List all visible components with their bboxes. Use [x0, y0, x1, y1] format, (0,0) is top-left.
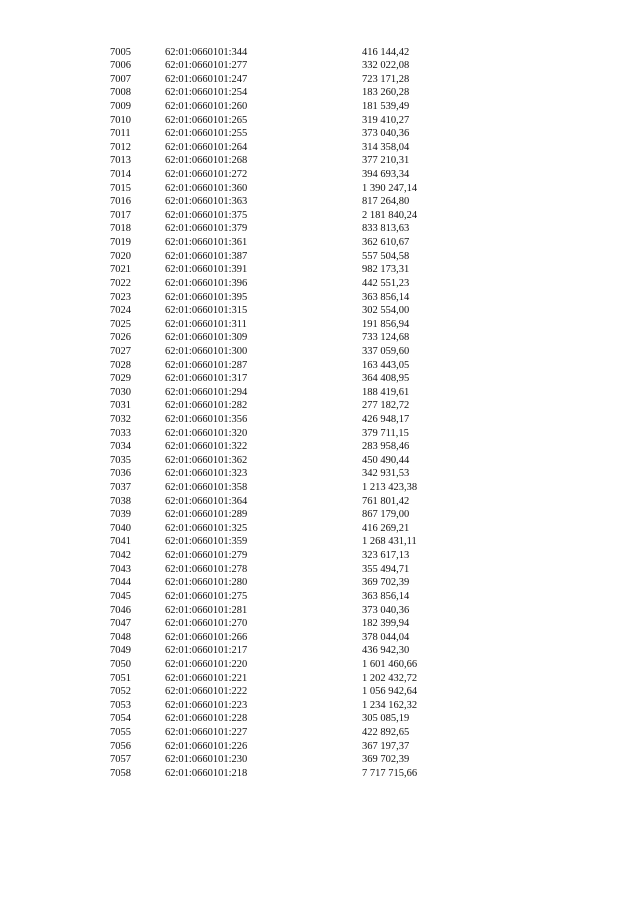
row-number-cell: 7007 — [110, 73, 131, 85]
cadastral-number-cell: 62:01:0660101:320 — [165, 427, 248, 439]
row-number-cell: 7037 — [110, 482, 131, 494]
table-row — [0, 672, 640, 686]
cadastral-number-cell: 62:01:0660101:227 — [165, 727, 248, 739]
row-number-cell: 7011 — [110, 128, 131, 140]
cadastral-number-cell: 62:01:0660101:344 — [165, 46, 248, 58]
cadastral-value-cell: 363 856,14 — [362, 590, 410, 602]
row-number-cell: 7009 — [110, 100, 131, 112]
cadastral-number-cell: 62:01:0660101:360 — [165, 182, 248, 194]
cadastral-value-cell: 182 399,94 — [362, 618, 410, 630]
table-row — [0, 168, 640, 182]
table-row — [0, 522, 640, 536]
cadastral-value-cell: 416 144,42 — [362, 46, 410, 58]
cadastral-value-cell: 373 040,36 — [362, 128, 410, 140]
cadastral-value-cell: 833 813,63 — [362, 223, 410, 235]
cadastral-number-cell: 62:01:0660101:222 — [165, 686, 248, 698]
cadastral-number-cell: 62:01:0660101:281 — [165, 604, 248, 616]
cadastral-value-cell: 817 264,80 — [362, 196, 410, 208]
cadastral-value-cell: 302 554,00 — [362, 305, 410, 317]
table-row — [0, 604, 640, 618]
cadastral-number-cell: 62:01:0660101:364 — [165, 495, 248, 507]
table-row — [0, 767, 640, 781]
table-row — [0, 618, 640, 632]
cadastral-number-cell: 62:01:0660101:396 — [165, 277, 248, 289]
table-row — [0, 318, 640, 332]
table-row — [0, 332, 640, 346]
table-row — [0, 577, 640, 591]
cadastral-number-cell: 62:01:0660101:363 — [165, 196, 248, 208]
cadastral-number-cell: 62:01:0660101:228 — [165, 713, 248, 725]
cadastral-value-cell: 1 213 423,38 — [362, 482, 418, 494]
cadastral-value-cell: 364 408,95 — [362, 373, 410, 385]
cadastral-number-cell: 62:01:0660101:300 — [165, 345, 248, 357]
cadastral-number-cell: 62:01:0660101:311 — [165, 318, 247, 330]
cadastral-value-cell: 378 044,04 — [362, 631, 410, 643]
row-number-cell: 7029 — [110, 373, 131, 385]
table-row — [0, 60, 640, 74]
cadastral-number-cell: 62:01:0660101:294 — [165, 386, 248, 398]
cadastral-value-cell: 188 419,61 — [362, 386, 410, 398]
row-number-cell: 7018 — [110, 223, 131, 235]
cadastral-number-cell: 62:01:0660101:260 — [165, 100, 248, 112]
cadastral-value-cell: 181 539,49 — [362, 100, 410, 112]
row-number-cell: 7052 — [110, 686, 131, 698]
table-row — [0, 413, 640, 427]
row-number-cell: 7051 — [110, 672, 131, 684]
table-row — [0, 699, 640, 713]
cadastral-value-cell: 761 801,42 — [362, 495, 410, 507]
cadastral-value-cell: 323 617,13 — [362, 550, 410, 562]
cadastral-value-cell: 422 892,65 — [362, 727, 410, 739]
row-number-cell: 7013 — [110, 155, 131, 167]
row-number-cell: 7006 — [110, 60, 131, 72]
row-number-cell: 7025 — [110, 318, 131, 330]
cadastral-value-cell: 369 702,39 — [362, 577, 410, 589]
cadastral-number-cell: 62:01:0660101:359 — [165, 536, 248, 548]
cadastral-number-cell: 62:01:0660101:362 — [165, 454, 248, 466]
row-number-cell: 7041 — [110, 536, 131, 548]
cadastral-number-cell: 62:01:0660101:379 — [165, 223, 248, 235]
table-row — [0, 345, 640, 359]
row-number-cell: 7022 — [110, 277, 131, 289]
table-row — [0, 73, 640, 87]
cadastral-number-cell: 62:01:0660101:275 — [165, 590, 248, 602]
row-number-cell: 7040 — [110, 522, 131, 534]
cadastral-number-cell: 62:01:0660101:325 — [165, 522, 248, 534]
cadastral-number-cell: 62:01:0660101:264 — [165, 141, 248, 153]
table-row — [0, 754, 640, 768]
cadastral-number-cell: 62:01:0660101:218 — [165, 767, 248, 779]
cadastral-value-cell: 183 260,28 — [362, 87, 410, 99]
cadastral-value-cell: 377 210,31 — [362, 155, 410, 167]
row-number-cell: 7020 — [110, 250, 131, 262]
table-row — [0, 454, 640, 468]
row-number-cell: 7008 — [110, 87, 131, 99]
table-row — [0, 427, 640, 441]
cadastral-number-cell: 62:01:0660101:280 — [165, 577, 248, 589]
cadastral-value-cell: 723 171,28 — [362, 73, 410, 85]
cadastral-value-cell: 362 610,67 — [362, 237, 410, 249]
table-row — [0, 550, 640, 564]
cadastral-value-cell: 982 173,31 — [362, 264, 410, 276]
row-number-cell: 7023 — [110, 291, 131, 303]
cadastral-number-cell: 62:01:0660101:247 — [165, 73, 248, 85]
table-row — [0, 509, 640, 523]
cadastral-value-cell: 283 958,46 — [362, 441, 410, 453]
row-number-cell: 7030 — [110, 386, 131, 398]
table-row — [0, 373, 640, 387]
row-number-cell: 7055 — [110, 727, 131, 739]
row-number-cell: 7048 — [110, 631, 131, 643]
row-number-cell: 7017 — [110, 209, 131, 221]
cadastral-number-cell: 62:01:0660101:279 — [165, 550, 248, 562]
cadastral-number-cell: 62:01:0660101:221 — [165, 672, 248, 684]
cadastral-number-cell: 62:01:0660101:217 — [165, 645, 248, 657]
table-row — [0, 223, 640, 237]
table-row — [0, 46, 640, 60]
cadastral-value-cell: 379 711,15 — [362, 427, 409, 439]
table-row — [0, 645, 640, 659]
cadastral-value-cell: 1 601 460,66 — [362, 658, 418, 670]
cadastral-value-cell: 450 490,44 — [362, 454, 410, 466]
cadastral-value-cell: 305 085,19 — [362, 713, 410, 725]
cadastral-number-cell: 62:01:0660101:277 — [165, 60, 248, 72]
row-number-cell: 7036 — [110, 468, 131, 480]
cadastral-value-cell: 319 410,27 — [362, 114, 410, 126]
cadastral-value-cell: 332 022,08 — [362, 60, 410, 72]
table-row — [0, 590, 640, 604]
row-number-cell: 7024 — [110, 305, 131, 317]
table-row — [0, 726, 640, 740]
row-number-cell: 7050 — [110, 658, 131, 670]
table-row — [0, 495, 640, 509]
cadastral-number-cell: 62:01:0660101:265 — [165, 114, 248, 126]
row-number-cell: 7054 — [110, 713, 131, 725]
cadastral-value-cell: 1 390 247,14 — [362, 182, 418, 194]
cadastral-value-cell: 426 948,17 — [362, 414, 410, 425]
cadastral-number-cell: 62:01:0660101:323 — [165, 468, 248, 480]
row-number-cell: 7044 — [110, 577, 131, 589]
table-row — [0, 563, 640, 577]
row-number-cell: 7038 — [110, 495, 131, 507]
cadastral-value-cell: 1 056 942,64 — [362, 686, 418, 698]
cadastral-number-cell: 62:01:0660101:287 — [165, 359, 248, 371]
cadastral-value-cell: 1 234 162,32 — [362, 699, 418, 711]
table-row — [0, 264, 640, 278]
cadastral-value-cell: 394 693,34 — [362, 169, 410, 181]
table-row — [0, 277, 640, 291]
row-number-cell: 7026 — [110, 332, 131, 344]
table-row — [0, 468, 640, 482]
cadastral-number-cell: 62:01:0660101:266 — [165, 631, 248, 643]
table-row — [0, 291, 640, 305]
row-number-cell: 7053 — [110, 699, 131, 711]
cadastral-number-cell: 62:01:0660101:289 — [165, 509, 248, 521]
row-number-cell: 7028 — [110, 359, 131, 371]
row-number-cell: 7045 — [110, 590, 131, 602]
table-row — [0, 182, 640, 196]
cadastral-number-cell: 62:01:0660101:220 — [165, 658, 248, 670]
table-row — [0, 250, 640, 264]
cadastral-number-cell: 62:01:0660101:317 — [165, 373, 248, 385]
cadastral-value-cell: 337 059,60 — [362, 345, 410, 357]
row-number-cell: 7012 — [110, 141, 131, 153]
table-row — [0, 482, 640, 496]
table-row — [0, 155, 640, 169]
table-row — [0, 359, 640, 373]
table-row — [0, 740, 640, 754]
cadastral-value-cell: 416 269,21 — [362, 522, 410, 534]
cadastral-number-cell: 62:01:0660101:270 — [165, 618, 248, 630]
row-number-cell: 7019 — [110, 237, 131, 249]
cadastral-value-cell: 1 268 431,11 — [362, 536, 417, 548]
row-number-cell: 7057 — [110, 754, 131, 766]
cadastral-value-cell: 7 717 715,66 — [362, 767, 418, 779]
cadastral-value-cell: 557 504,58 — [362, 250, 410, 262]
row-number-cell: 7047 — [110, 618, 131, 630]
row-number-cell: 7016 — [110, 196, 131, 208]
cadastral-number-cell: 62:01:0660101:356 — [165, 414, 248, 425]
cadastral-number-cell: 62:01:0660101:278 — [165, 563, 248, 575]
cadastral-number-cell: 62:01:0660101:309 — [165, 332, 248, 344]
table-row — [0, 400, 640, 414]
cadastral-number-cell: 62:01:0660101:255 — [165, 128, 248, 140]
cadastral-number-cell: 62:01:0660101:282 — [165, 400, 248, 412]
cadastral-number-cell: 62:01:0660101:230 — [165, 754, 248, 766]
row-number-cell: 7021 — [110, 264, 131, 276]
row-number-cell: 7039 — [110, 509, 131, 521]
cadastral-value-cell: 442 551,23 — [362, 277, 410, 289]
cadastral-value-table — [0, 46, 640, 781]
cadastral-number-cell: 62:01:0660101:315 — [165, 305, 248, 317]
cadastral-value-cell: 373 040,36 — [362, 604, 410, 616]
table-row — [0, 305, 640, 319]
cadastral-value-cell: 277 182,72 — [362, 400, 410, 412]
row-number-cell: 7005 — [110, 46, 131, 58]
table-body — [0, 46, 640, 781]
table-row — [0, 713, 640, 727]
cadastral-number-cell: 62:01:0660101:254 — [165, 87, 248, 99]
row-number-cell: 7034 — [110, 441, 131, 453]
cadastral-value-cell: 363 856,14 — [362, 291, 410, 303]
cadastral-number-cell: 62:01:0660101:361 — [165, 237, 248, 249]
cadastral-number-cell: 62:01:0660101:223 — [165, 699, 248, 711]
table-row — [0, 100, 640, 114]
cadastral-value-cell: 342 931,53 — [362, 468, 410, 480]
table-row — [0, 114, 640, 128]
cadastral-number-cell: 62:01:0660101:375 — [165, 209, 248, 221]
table-row — [0, 209, 640, 223]
row-number-cell: 7027 — [110, 345, 131, 357]
row-number-cell: 7035 — [110, 454, 131, 466]
cadastral-number-cell: 62:01:0660101:322 — [165, 441, 248, 453]
table-row — [0, 128, 640, 142]
row-number-cell: 7014 — [110, 169, 131, 181]
table-row — [0, 686, 640, 700]
table-row — [0, 536, 640, 550]
row-number-cell: 7043 — [110, 563, 131, 575]
row-number-cell: 7046 — [110, 604, 131, 616]
table-row — [0, 237, 640, 251]
cadastral-number-cell: 62:01:0660101:391 — [165, 264, 248, 276]
cadastral-value-cell: 355 494,71 — [362, 563, 410, 575]
cadastral-number-cell: 62:01:0660101:395 — [165, 291, 248, 303]
cadastral-number-cell: 62:01:0660101:272 — [165, 169, 248, 181]
row-number-cell: 7033 — [110, 427, 131, 439]
table-row — [0, 441, 640, 455]
row-number-cell: 7049 — [110, 645, 131, 657]
cadastral-number-cell: 62:01:0660101:226 — [165, 740, 248, 752]
table-row — [0, 196, 640, 210]
table-row — [0, 386, 640, 400]
row-number-cell: 7058 — [110, 767, 131, 779]
row-number-cell: 7010 — [110, 114, 131, 126]
table-row — [0, 631, 640, 645]
cadastral-number-cell: 62:01:0660101:268 — [165, 155, 248, 167]
cadastral-value-cell: 191 856,94 — [362, 318, 410, 330]
cadastral-value-cell: 436 942,30 — [362, 645, 410, 657]
row-number-cell: 7032 — [110, 414, 131, 425]
cadastral-value-cell: 314 358,04 — [362, 141, 410, 153]
table-row — [0, 87, 640, 101]
cadastral-value-cell: 163 443,05 — [362, 359, 410, 371]
cadastral-value-cell: 1 202 432,72 — [362, 672, 418, 684]
table-row — [0, 658, 640, 672]
row-number-cell: 7056 — [110, 740, 131, 752]
cadastral-number-cell: 62:01:0660101:387 — [165, 250, 248, 262]
row-number-cell: 7015 — [110, 182, 131, 194]
cadastral-value-cell: 2 181 840,24 — [362, 209, 418, 221]
row-number-cell: 7031 — [110, 400, 131, 412]
cadastral-number-cell: 62:01:0660101:358 — [165, 482, 248, 494]
cadastral-value-cell: 867 179,00 — [362, 509, 410, 521]
row-number-cell: 7042 — [110, 550, 131, 562]
cadastral-value-cell: 369 702,39 — [362, 754, 410, 766]
cadastral-value-cell: 733 124,68 — [362, 332, 410, 344]
table-row — [0, 141, 640, 155]
cadastral-value-cell: 367 197,37 — [362, 740, 410, 752]
